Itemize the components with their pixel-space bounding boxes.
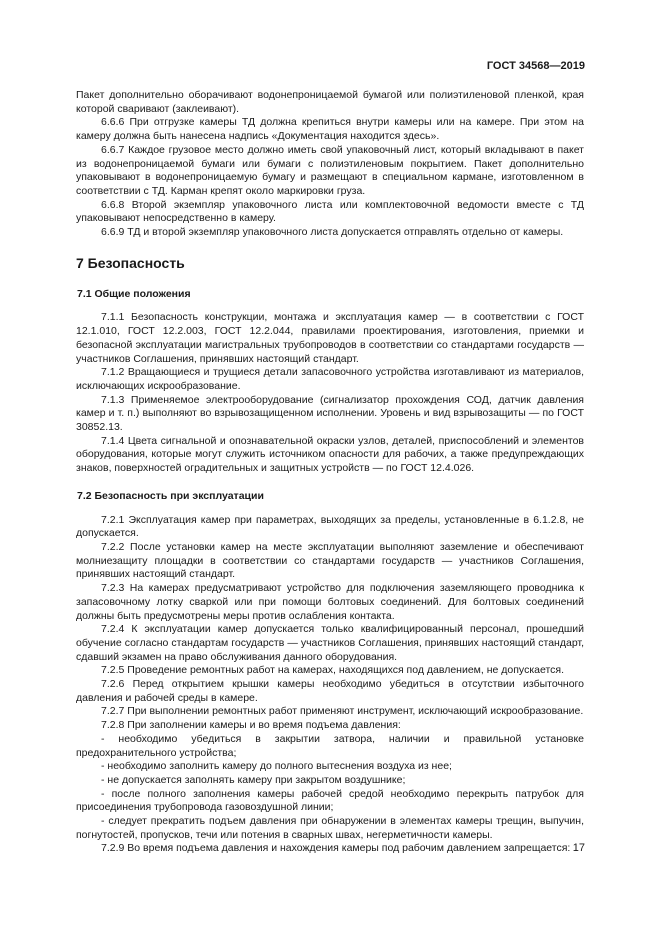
clause-7-1-2: 7.1.2 Вращающиеся и трущиеся детали запасовочного устройства изготавливают из материалов, исключающих искрообразование. <box>76 366 584 392</box>
clause-7-1-1: 7.1.1 Безопасность конструкции, монтажа и эксплуатация камер — в соответствии с ГОСТ 12.1.010, ГОСТ 12.2.003, ГОСТ 12.2.044, правилами проектирования, изготовления, приемки и безопасной эксплуатации магистральных трубопроводов в соответствии со стандартами государств — участников Соглашения, принявших настоящий стандарт. <box>76 311 584 365</box>
clause-6-6-9: 6.6.9 ТД и второй экземпляр упаковочного листа допускается отправлять отдельно от камеры. <box>101 226 564 239</box>
clause-7-1-4: 7.1.4 Цвета сигнальной и опознавательной окраски узлов, деталей, приспособлений и элементов оборудования, которые могут служить источником опасности для рабочих, а также предупреждающих знаков, поверхностей оградительных и защитных устройств — по ГОСТ 12.4.026. <box>76 434 584 475</box>
section-7-heading: 7 Безопасность <box>76 254 185 271</box>
clause-6-6-6: 6.6.6 При отгрузке камеры ТД должна крепиться внутри камеры или на камере. При этом на камеру должна быть нанесена надпись «Документация находится здесь». <box>76 116 584 143</box>
subsection-7-2-heading: 7.2 Безопасность при эксплуатации <box>77 489 264 502</box>
clause-7-2-9: 7.2.9 Во время подъема давления и нахождения камеры под рабочим давлением запрещается: <box>101 842 571 855</box>
clause-7-2-4: 7.2.4 К эксплуатации камер допускается только квалифицированный персонал, прошедший обучение согласно стандартам государств — участников Соглашения, принявших настоящий стандарт, сдавший экзамен на право обслуживания данного оборудования. <box>76 623 584 663</box>
list-item: - необходимо убедиться в закрытии затвора, наличии и правильной установке предохранительного устройства; <box>76 732 584 759</box>
clause-6-6-7: 6.6.7 Каждое грузовое место должно иметь свой упаковочный лист, который вкладывают в пакет из водонепроницаемой бумаги или бумаги с полиэтиленовым покрытием. Пакет дополнительно упаковывают в водонепроницаемую бумагу и размещают в специальном кармане, изготовленном в соответствии с ТД. Карман крепят около маркировки груза. <box>76 143 584 197</box>
page-content <box>76 89 584 856</box>
list-item: - следует прекратить подъем давления при обнаружении в элементах камеры трещин, выпучин, погнутостей, пропусков, течи или потения в сварных швах, негерметичности камеры. <box>76 815 584 841</box>
clause-7-2-1: 7.2.1 Эксплуатация камер при параметрах, выходящих за пределы, установленные в 6.1.2.8, не допускается. <box>76 513 584 540</box>
clause-7-2-5: 7.2.5 Проведение ремонтных работ на камерах, находящихся под давлением, не допускается. <box>101 664 565 677</box>
page-number: 17 <box>572 842 585 854</box>
clause-7-1-3: 7.1.3 Применяемое электрооборудование (сигнализатор прохождения СОД, датчик давления камер и т. п.) выполняют во взрывозащищенном исполнении. Уровень и вид взрывозащиты — по ГОСТ 30852.13. <box>76 393 584 434</box>
standard-designation: ГОСТ 34568—2019 <box>486 60 585 72</box>
subsection-7-1-heading: 7.1 Общие положения <box>77 287 191 300</box>
list-item: - не допускается заполнять камеру при закрытом воздушнике; <box>101 773 406 786</box>
paragraph-top-0: Пакет дополнительно оборачивают водонепроницаемой бумагой или полиэтиленовой пленкой, края которой сваривают (заклеивают). <box>76 89 584 115</box>
clause-7-2-6: 7.2.6 Перед открытием крышки камеры необходимо убедиться в отсутствии избыточного давления и рабочей среды в камере. <box>76 678 584 704</box>
clause-6-6-8: 6.6.8 Второй экземпляр упаковочного листа или комплектовочной ведомости вместе с ТД упаковывают непосредственно в камеру. <box>76 198 584 225</box>
clause-7-2-2: 7.2.2 После установки камер на месте эксплуатации выполняют заземление и обеспечивают молниезащиту площадки в соответствии со стандартами государств — участников Соглашения, принявших настоящий стандарт. <box>76 540 584 581</box>
clause-7-2-3: 7.2.3 На камерах предусматривают устройство для подключения заземляющего проводника к запасовочному лотку сваркой или при помощи болтовых соединений. Для болтовых соединений должны быть предусмотрены меры против ослабления контакта. <box>76 582 584 622</box>
clause-7-2-8: 7.2.8 При заполнении камеры и во время подъема давления: <box>101 719 401 732</box>
list-item: - необходимо заполнить камеру до полного вытеснения воздуха из нее; <box>101 760 452 773</box>
list-item: - после полного заполнения камеры рабочей средой необходимо перекрыть патрубок для присоединения трубопровода газовоздушной линии; <box>76 787 584 814</box>
clause-7-2-7: 7.2.7 При выполнении ремонтных работ применяют инструмент, исключающий искрообразование. <box>101 705 584 718</box>
